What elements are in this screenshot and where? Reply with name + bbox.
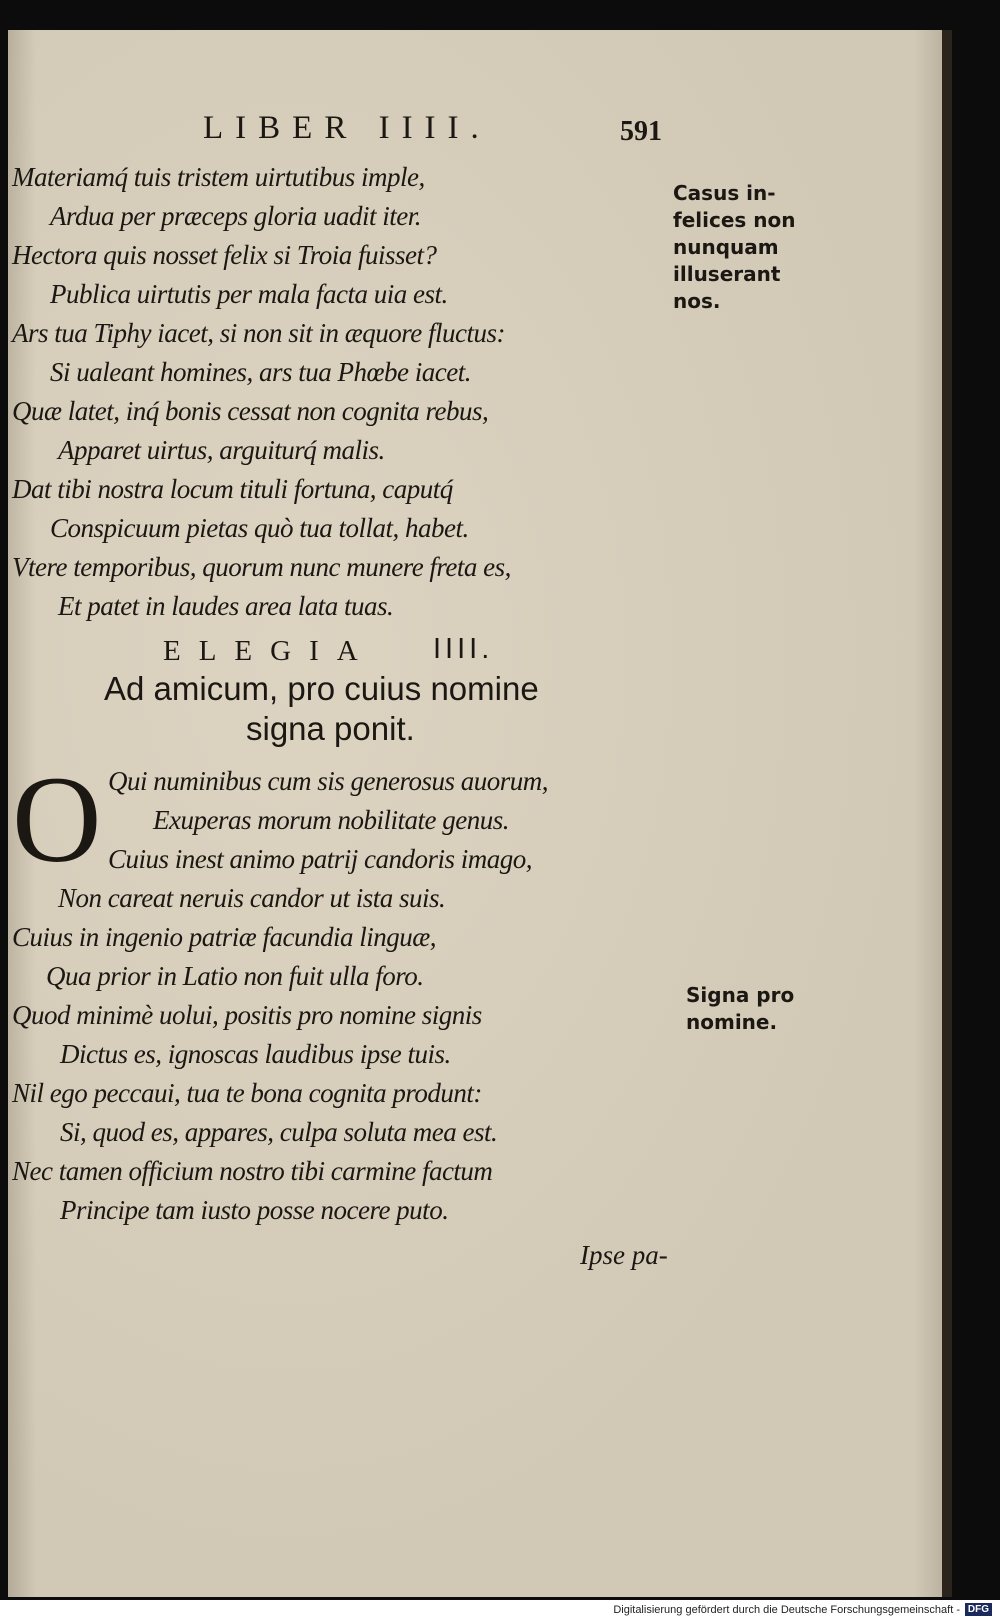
marginal-note-line: Signa pro	[686, 983, 795, 1007]
verse-line: Si ualeant homines, ars tua Phœbe iacet.	[50, 357, 471, 387]
verse-line: Et patet in laudes area lata tuas.	[58, 591, 394, 621]
verse-line: Cuius inest animo patrij candoris imago,	[108, 844, 533, 874]
book-page	[8, 30, 942, 1597]
verse-line: Ardua per præceps gloria uadit iter.	[50, 201, 421, 231]
credit-text: Digitalisierung gefördert durch die Deutsche Forschungsgemeinschaft -	[613, 1604, 960, 1616]
verse-line: Dat tibi nostra locum tituli fortuna, caputq́	[12, 474, 453, 504]
verse-line: Cuius in ingenio patriæ facundia linguæ,	[12, 922, 437, 952]
dfg-logo: DFG	[965, 1603, 992, 1616]
verse-line: Ars tua Tiphy iacet, si non sit in æquore fluctus:	[12, 318, 505, 348]
marginal-note-line: nos.	[673, 289, 721, 313]
verse-line: Quod minimè uolui, positis pro nomine signis	[12, 1000, 482, 1030]
marginal-note-line: illuserant	[673, 262, 781, 286]
verse-line: Principe tam iusto posse nocere puto.	[60, 1195, 449, 1225]
catchword: Ipse pa-	[580, 1240, 668, 1270]
marginal-note-line: Casus in-	[673, 181, 776, 205]
verse-line: Nil ego peccaui, tua te bona cognita produnt:	[12, 1078, 482, 1108]
marginal-note-line: nunquam	[673, 235, 779, 259]
elegia-subtitle: signa ponit.	[246, 710, 415, 747]
verse-line: Dictus es, ignoscas laudibus ipse tuis.	[60, 1039, 451, 1069]
marginal-note-line: nomine.	[686, 1010, 778, 1034]
verse-line: Publica uirtutis per mala facta uia est.	[50, 279, 448, 309]
verse-line: Nec tamen officium nostro tibi carmine factum	[12, 1156, 493, 1186]
verse-line: Qui numinibus cum sis generosus auorum,	[108, 766, 549, 796]
verse-line: Vtere temporibus, quorum nunc munere freta es,	[12, 552, 511, 582]
marginal-note	[686, 982, 794, 1036]
folio-number: 591	[620, 116, 662, 147]
running-head-title: LIBER IIII.	[203, 110, 491, 146]
elegia-heading: ELEGIA	[163, 635, 376, 667]
verse-line: Exuperas morum nobilitate genus.	[153, 805, 509, 835]
verse-line: Hectora quis nosset felix si Troia fuisset?	[12, 240, 437, 270]
verse-line: Qua prior in Latio non fuit ulla foro.	[46, 961, 424, 991]
verse-line: Quæ latet, inq́ bonis cessat non cognita rebus,	[12, 396, 489, 426]
page-edge	[942, 30, 952, 1597]
drop-cap: O	[12, 751, 102, 888]
elegia-number: IIII.	[433, 633, 494, 665]
digitization-credit	[0, 1600, 1000, 1620]
marginal-note	[673, 180, 795, 315]
elegia-subtitle: Ad amicum, pro cuius nomine	[104, 670, 539, 707]
verse-line: Materiamq́ tuis tristem uirtutibus imple,	[12, 162, 425, 192]
verse-line: Si, quod es, appares, culpa soluta mea est.	[60, 1117, 498, 1147]
verse-line: Non careat neruis candor ut ista suis.	[58, 883, 446, 913]
verse-line: Conspicuum pietas quò tua tollat, habet.	[50, 513, 469, 543]
marginal-note-line: felices non	[673, 208, 796, 232]
verse-line: Apparet uirtus, arguiturq́ malis.	[58, 435, 385, 465]
